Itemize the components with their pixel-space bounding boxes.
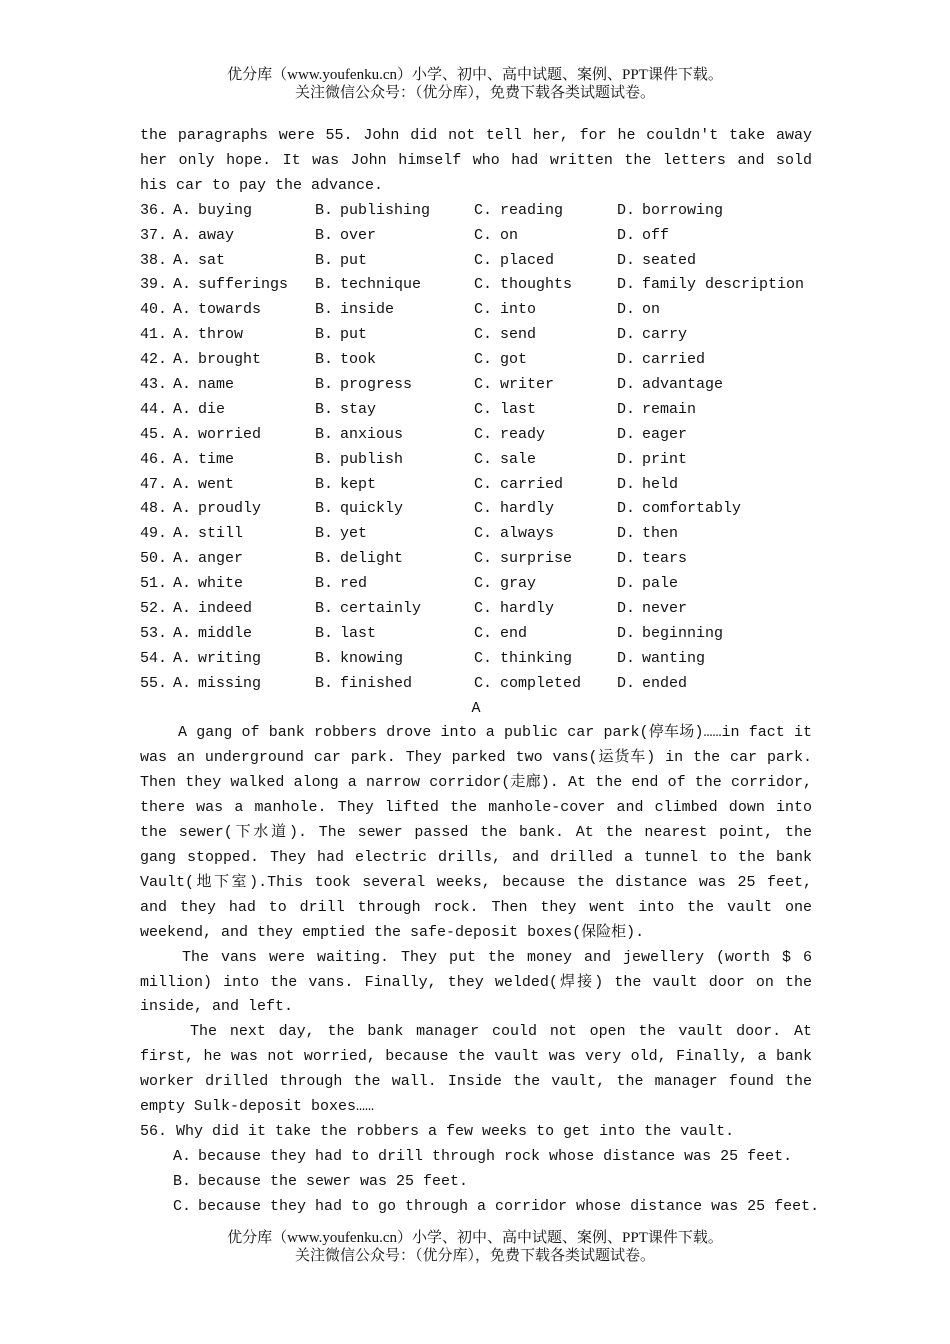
option-letter-d: D. (617, 450, 636, 468)
document-body (140, 124, 820, 1220)
question-row (140, 497, 812, 522)
option-letter-c: C. (474, 375, 493, 393)
option-letter-c: C. (474, 550, 493, 568)
option-a: sufferings (198, 276, 289, 294)
option-a: missing (198, 674, 262, 692)
option-b: publish (340, 450, 404, 468)
option-a: writing (198, 649, 262, 667)
option-c: into (500, 301, 537, 319)
option-b: certainly (340, 599, 422, 617)
option-letter-d: D. (617, 251, 636, 269)
option-d: eager (642, 425, 688, 443)
option-c: thoughts (500, 276, 573, 294)
option-letter-b: B. (315, 326, 334, 344)
question-row (140, 672, 812, 697)
question-row (140, 522, 812, 547)
option-d: comfortably (642, 500, 742, 518)
option-letter-a: A. (173, 599, 192, 617)
question-number: 37. (140, 226, 168, 244)
option-b: red (340, 575, 368, 593)
option-d: beginning (642, 624, 724, 642)
option-letter-c: C. (474, 301, 493, 319)
option-c: surprise (500, 550, 573, 568)
option-letter-d: D. (617, 425, 636, 443)
option-letter-d: D. (617, 599, 636, 617)
option-letter-d: D. (617, 624, 636, 642)
header-line-2: 关注微信公众号：（优分库），免费下载各类试题试卷。 (294, 85, 655, 101)
intro-paragraph: the paragraphs were 55. John did not tell her, for he couldn't take away her only hope. It was John himself who had written the letters and sold his car to pay the advance. (140, 127, 812, 194)
option-c: got (500, 351, 528, 369)
option-letter-a: A. (173, 475, 192, 493)
question-number: 38. (140, 251, 168, 269)
option-letter-c: C. (474, 276, 493, 294)
option-c: carried (500, 475, 564, 493)
question-number: 52. (140, 599, 168, 617)
question-number: 39. (140, 276, 168, 294)
option-a: towards (198, 301, 262, 319)
question-row (140, 473, 812, 498)
option-d: family description (642, 276, 805, 294)
option-letter-b: B. (315, 575, 334, 593)
option-letter-a: A. (173, 525, 192, 543)
option-b: finished (340, 674, 413, 692)
question-number: 36. (140, 201, 168, 219)
option-d: on (642, 301, 661, 319)
option-letter-a: A. (173, 400, 192, 418)
option-c: reading (500, 201, 564, 219)
option-letter-b: B. (315, 276, 334, 294)
option-letter-d: D. (617, 326, 636, 344)
option-a: name (198, 375, 235, 393)
option-c: placed (500, 251, 555, 269)
option-letter-d: D. (617, 525, 636, 543)
question-row (140, 423, 812, 448)
choice-letter: B. (173, 1172, 192, 1190)
option-b: quickly (340, 500, 404, 518)
option-b: knowing (340, 649, 404, 667)
option-b: put (340, 251, 368, 269)
option-letter-c: C. (474, 525, 493, 543)
passage-paragraph: The next day, the bank manager could not open the vault door. At first, he was not worried, because the vault was very old, Finally, a bank worker drilled through the wall. Inside the vault, the manager found the empty Sulk-deposit boxes…… (140, 1023, 812, 1116)
option-letter-b: B. (315, 201, 334, 219)
option-letter-d: D. (617, 550, 636, 568)
option-letter-b: B. (315, 674, 334, 692)
question-number: 47. (140, 475, 168, 493)
choice-text: because they had to go through a corridor whose distance was 25 feet. (198, 1197, 820, 1215)
question-row (140, 597, 812, 622)
option-letter-b: B. (315, 450, 334, 468)
header-line-1: 优分库（www.youfenku.cn）小学、初中、高中试题、案例、PPT课件下载。 (227, 67, 723, 83)
option-d: borrowing (642, 201, 724, 219)
question-row (140, 547, 812, 572)
option-letter-c: C. (474, 226, 493, 244)
question-number: 44. (140, 400, 168, 418)
option-d: never (642, 599, 688, 617)
option-b: kept (340, 475, 377, 493)
option-letter-d: D. (617, 375, 636, 393)
option-c: completed (500, 674, 582, 692)
option-letter-c: C. (474, 624, 493, 642)
option-letter-c: C. (474, 201, 493, 219)
option-b: put (340, 326, 368, 344)
option-letter-c: C. (474, 500, 493, 518)
page-footer (0, 1229, 950, 1265)
question-number: 51. (140, 575, 168, 593)
option-letter-a: A. (173, 624, 192, 642)
option-letter-c: C. (474, 251, 493, 269)
option-letter-b: B. (315, 475, 334, 493)
option-d: carry (642, 326, 688, 344)
question-list (140, 199, 812, 697)
choice-letter: A. (173, 1147, 192, 1165)
option-d: wanting (642, 649, 706, 667)
option-a: buying (198, 201, 253, 219)
option-letter-a: A. (173, 450, 192, 468)
option-b: inside (340, 301, 395, 319)
question-number: 55. (140, 674, 168, 692)
option-letter-c: C. (474, 425, 493, 443)
option-letter-c: C. (474, 326, 493, 344)
option-letter-b: B. (315, 550, 334, 568)
option-d: remain (642, 400, 697, 418)
option-d: seated (642, 251, 697, 269)
option-letter-d: D. (617, 475, 636, 493)
question-row (140, 199, 812, 224)
option-c: gray (500, 575, 537, 593)
option-b: last (340, 624, 377, 642)
option-letter-d: D. (617, 674, 636, 692)
option-d: print (642, 450, 688, 468)
option-letter-a: A. (173, 301, 192, 319)
option-a: brought (198, 351, 262, 369)
option-a: sat (198, 251, 226, 269)
question-number: 45. (140, 425, 168, 443)
question-number: 40. (140, 301, 168, 319)
question-row (140, 647, 812, 672)
option-c: ready (500, 425, 546, 443)
option-letter-d: D. (617, 276, 636, 294)
option-letter-b: B. (315, 425, 334, 443)
option-d: tears (642, 550, 688, 568)
option-c: hardly (500, 599, 555, 617)
option-letter-b: B. (315, 400, 334, 418)
question-number: 49. (140, 525, 168, 543)
option-a: away (198, 226, 235, 244)
option-b: yet (340, 525, 368, 543)
option-a: middle (198, 624, 253, 642)
option-a: time (198, 450, 235, 468)
option-letter-b: B. (315, 301, 334, 319)
question-row (140, 622, 812, 647)
option-letter-b: B. (315, 251, 334, 269)
question-row (140, 273, 812, 298)
option-d: off (642, 226, 670, 244)
option-letter-d: D. (617, 649, 636, 667)
option-c: send (500, 326, 537, 344)
question-row (140, 249, 812, 274)
question-row (140, 572, 812, 597)
question-number: 50. (140, 550, 168, 568)
passage-paragraph: The vans were waiting. They put the money and jewellery (worth $ 6 million) into the vans. Finally, they welded(焊接) the vault door on the inside, and left. (140, 948, 812, 1016)
option-letter-d: D. (617, 400, 636, 418)
question-row (140, 298, 812, 323)
option-letter-a: A. (173, 375, 192, 393)
option-a: indeed (198, 599, 253, 617)
option-c: last (500, 400, 537, 418)
option-b: stay (340, 400, 377, 418)
question-56-stem: 56. Why did it take the robbers a few weeks to get into the vault. (140, 1122, 735, 1140)
question-number: 46. (140, 450, 168, 468)
option-a: proudly (198, 500, 262, 518)
question-row (140, 224, 812, 249)
option-b: technique (340, 276, 422, 294)
option-letter-a: A. (173, 326, 192, 344)
option-letter-a: A. (173, 575, 192, 593)
question-row (140, 373, 812, 398)
option-letter-a: A. (173, 550, 192, 568)
option-d: advantage (642, 375, 724, 393)
question-row (140, 448, 812, 473)
option-b: over (340, 226, 377, 244)
question-number: 53. (140, 624, 168, 642)
answer-choice (140, 1195, 820, 1220)
option-letter-b: B. (315, 226, 334, 244)
option-a: still (198, 525, 244, 543)
option-letter-c: C. (474, 599, 493, 617)
option-d: then (642, 525, 679, 543)
option-letter-a: A. (173, 674, 192, 692)
option-letter-c: C. (474, 475, 493, 493)
option-a: worried (198, 425, 262, 443)
option-letter-c: C. (474, 575, 493, 593)
option-c: always (500, 525, 555, 543)
option-letter-a: A. (173, 226, 192, 244)
option-letter-d: D. (617, 351, 636, 369)
option-d: held (642, 475, 679, 493)
option-letter-b: B. (315, 649, 334, 667)
option-letter-d: D. (617, 201, 636, 219)
answer-choice (140, 1170, 812, 1195)
option-letter-b: B. (315, 375, 334, 393)
option-c: sale (500, 450, 537, 468)
answer-choice (140, 1145, 812, 1170)
question-number: 48. (140, 500, 168, 518)
option-c: on (500, 226, 519, 244)
option-a: white (198, 575, 244, 593)
option-letter-c: C. (474, 674, 493, 692)
option-letter-a: A. (173, 351, 192, 369)
option-letter-d: D. (617, 226, 636, 244)
option-letter-c: C. (474, 649, 493, 667)
option-b: anxious (340, 425, 404, 443)
choice-letter: C. (173, 1197, 192, 1215)
section-heading: A (471, 699, 481, 717)
option-letter-c: C. (474, 400, 493, 418)
passage-paragraph: A gang of bank robbers drove into a public car park(停车场)……in fact it was an underground car park. They parked two vans(运货车) in the car park. Then they walked along a narrow corridor(走廊). At the end of the corridor, there was a manhole. They lifted the manhole-cover and climbed down into the sewer(下水道). The sewer passed the bank. At the nearest point, the gang stopped. They had electric drills, and drilled a tunnel to the bank Vault(地下室).This took several weeks, because the distance was 25 feet, and they had to drill through rock. Then they went into the vault one weekend, and they emptied the safe-deposit boxes(保险柜). (140, 724, 812, 941)
option-a: anger (198, 550, 244, 568)
option-letter-b: B. (315, 525, 334, 543)
choice-text: because the sewer was 25 feet. (198, 1172, 469, 1190)
option-a: went (198, 475, 235, 493)
option-a: throw (198, 326, 244, 344)
option-letter-a: A. (173, 500, 192, 518)
option-b: took (340, 351, 377, 369)
option-letter-c: C. (474, 351, 493, 369)
option-b: publishing (340, 201, 431, 219)
option-letter-c: C. (474, 450, 493, 468)
option-b: progress (340, 375, 413, 393)
option-letter-a: A. (173, 201, 192, 219)
question-number: 41. (140, 326, 168, 344)
option-letter-d: D. (617, 500, 636, 518)
choice-text: because they had to drill through rock whose distance was 25 feet. (198, 1147, 793, 1165)
option-letter-d: D. (617, 575, 636, 593)
option-letter-b: B. (315, 500, 334, 518)
option-letter-a: A. (173, 649, 192, 667)
option-letter-a: A. (173, 425, 192, 443)
question-number: 54. (140, 649, 168, 667)
footer-line-1: 优分库（www.youfenku.cn）小学、初中、高中试题、案例、PPT课件下载。 (227, 1230, 723, 1246)
question-number: 43. (140, 375, 168, 393)
page-header (0, 66, 950, 102)
option-letter-b: B. (315, 351, 334, 369)
option-c: hardly (500, 500, 555, 518)
question-number: 42. (140, 351, 168, 369)
option-letter-b: B. (315, 599, 334, 617)
question-row (140, 348, 812, 373)
footer-line-2: 关注微信公众号：（优分库），免费下载各类试题试卷。 (294, 1248, 655, 1264)
option-letter-b: B. (315, 624, 334, 642)
option-b: delight (340, 550, 404, 568)
option-a: die (198, 400, 226, 418)
option-d: pale (642, 575, 679, 593)
option-d: carried (642, 351, 706, 369)
question-row (140, 398, 812, 423)
option-c: writer (500, 375, 555, 393)
option-letter-a: A. (173, 251, 192, 269)
option-c: thinking (500, 649, 573, 667)
option-c: end (500, 624, 528, 642)
question-row (140, 323, 812, 348)
option-letter-a: A. (173, 276, 192, 294)
option-letter-d: D. (617, 301, 636, 319)
option-d: ended (642, 674, 688, 692)
